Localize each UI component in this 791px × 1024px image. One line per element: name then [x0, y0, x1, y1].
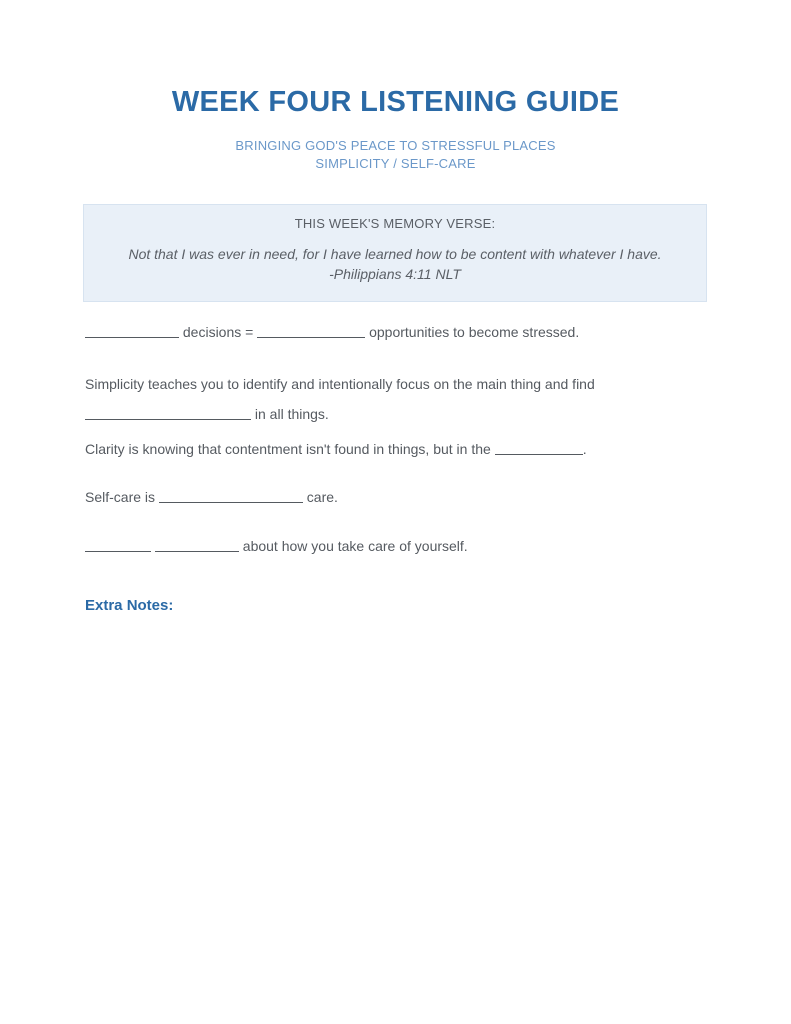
- line-text: .: [582, 441, 587, 457]
- fill-in-line-simplicity: Simplicity teaches you to identify and intentionally focus on the main thing and find: [85, 376, 595, 392]
- line-text: care.: [302, 489, 338, 505]
- blank-field[interactable]: [85, 537, 151, 552]
- line-text: decisions =: [179, 324, 258, 340]
- page-title: WEEK FOUR LISTENING GUIDE: [171, 86, 620, 118]
- line-text: in all things.: [251, 406, 329, 422]
- memory-verse-heading: THIS WEEK'S MEMORY VERSE:: [294, 216, 496, 231]
- fill-in-line-self-care: [85, 488, 338, 505]
- blank-field[interactable]: [495, 440, 583, 455]
- page-subtitle: BRINGING GOD'S PEACE TO STRESSFUL PLACES: [235, 138, 556, 153]
- blank-field[interactable]: [155, 537, 239, 552]
- blank-field[interactable]: [257, 323, 365, 338]
- fill-in-line-take-care: [85, 537, 468, 554]
- memory-verse-reference: -Philippians 4:11 NLT: [329, 266, 461, 282]
- blank-field[interactable]: [159, 488, 303, 503]
- fill-in-line-clarity: [85, 440, 587, 457]
- blank-field[interactable]: [85, 405, 251, 420]
- blank-field[interactable]: [85, 323, 179, 338]
- line-text: Clarity is knowing that contentment isn't found in things, but in the: [85, 441, 495, 457]
- fill-in-line-decisions: [85, 323, 579, 340]
- line-text: opportunities to become stressed.: [365, 324, 580, 340]
- fill-in-line-simplicity-cont: [85, 405, 329, 422]
- extra-notes-heading: Extra Notes:: [85, 597, 174, 614]
- memory-verse-text: Not that I was ever in need, for I have learned how to be content with whatever I have.: [128, 246, 662, 262]
- page-subtitle-topic: SIMPLICITY / SELF-CARE: [315, 156, 476, 171]
- memory-verse-box: [83, 204, 707, 302]
- line-text: about how you take care of yourself.: [238, 538, 468, 554]
- line-text: Self-care is: [85, 489, 159, 505]
